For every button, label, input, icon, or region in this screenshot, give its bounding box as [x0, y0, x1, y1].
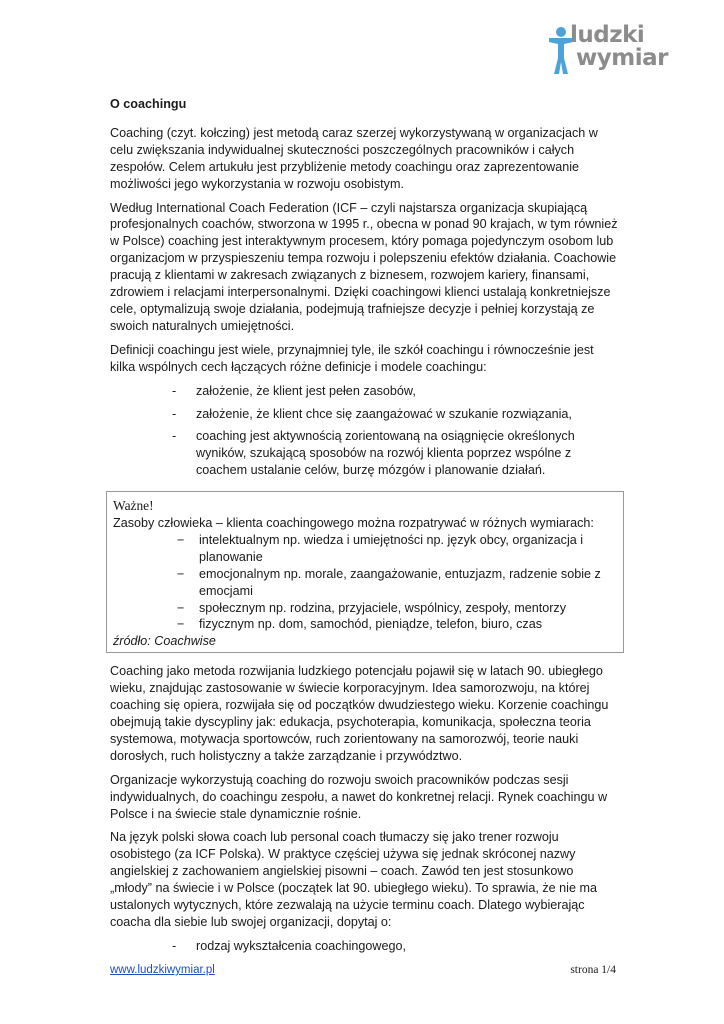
- paragraph: Definicji coachingu jest wiele, przynajmniej tyle, ile szkół coachingu i równocześnie jest kilka wspólnych cech łączących różne definicje i modele coachingu:: [110, 342, 594, 374]
- coaching-features-list: [110, 383, 618, 480]
- list-item: − emocjonalnym np. morale, zaangażowanie, entuzjazm, radzenie sobie z emocjami: [177, 566, 601, 598]
- paragraph: Coaching jako metoda rozwijania ludzkiego potencjału pojawił się w latach 90. ubiegłego wieku, znajdując zastosowanie w świecie korporacyjnym. Idea samorozwoju, na której coaching się opiera, rozwijała się od początków dwudziestego wieku. Korzenie coachingu obejmują takie dyscypliny jak: edukacja, psychoterapia, komunikacja, społeczna teoria systemowa, motywacja sportowców, ruch zorientowany na samorozwój, teorie nauki dorosłych, ruch holistyczny a także zarządzanie i przywództwo.: [110, 664, 609, 763]
- paragraph: Coaching (czyt. kołczing) jest metodą caraz szerzej wykorzystywaną w organizacjach w celu zwiększania indywidualnej skuteczności poszczególnych pracowników i całych zespołów. Celem artukułu jest przybliżenie metody coachingu oraz zaprezentowanie możliwości jego wykorzystania w rozwoju osobistym.: [110, 125, 598, 191]
- box-source: źródło: Coachwise: [113, 634, 216, 649]
- box-title: Ważne!: [113, 498, 154, 514]
- footer-website-link[interactable]: www.ludzkiwymiar.pl: [110, 964, 215, 976]
- paragraph: Organizacje wykorzystują coaching do rozwoju swoich pracowników podczas sesji indywidualnych, do coachingu zespołu, a nawet do konkretnej relacji. Rynek coachingu w Polsce i na świecie stale dynamicznie rośnie.: [110, 772, 608, 821]
- list-item: − społecznym np. rodzina, przyjaciele, wspólnicy, zespoły, mentorzy: [177, 600, 567, 615]
- page-title: O coachingu: [110, 97, 187, 111]
- dimensions-list: [113, 532, 615, 633]
- list-item: - założenie, że klient jest pełen zasobów,: [172, 383, 416, 398]
- list-item: − fizycznym np. dom, samochód, pieniądze, telefon, biuro, czas: [177, 617, 543, 632]
- list-item: - rodzaj wykształcenia coachingowego,: [172, 938, 407, 953]
- list-item: - założenie, że klient chce się zaangażować w szukanie rozwiązania,: [172, 406, 572, 421]
- list-item: - coaching jest aktywnością zorientowaną na osiągnięcie określonych wyników, szukającą sposobów na rozwój klienta poprzez wspólne z coachem ustalanie celów, burzę mózgów i planowanie działań.: [172, 429, 575, 478]
- paragraph: Według International Coach Federation (ICF – czyli najstarsza organizacja skupiającą profesjonalnych coachów, stworzona w 1995 r., obecna w ponad 90 krajach, w tym również w Polsce) coaching jest interaktywnym procesem, który pomaga pojedynczym osobom lub organizacjom w przyspieszeniu tempa rozwoju i polepszeniu efektów działania. Coachowie pracują z klientami w zakresach związanych z biznesem, rozwojem kariery, finansami, zdrowiem i relacjami interpersonalnymi. Dzięki coachingowi klienci ustalają konkretniejsze cele, optymalizują swoje działania, podejmują trafniejsze decyzje i pełniej korzystają ze swoich naturalnych umiejętności.: [110, 200, 618, 333]
- paragraph: Na język polski słowa coach lub personal coach tłumaczy się jako trener rozwoju osobistego (za ICF Polska). W praktyce częściej używa się jednak skróconej nazwy angielskiej z zachowaniem angielskiej pisowni – coach. Zawód ten jest stosunkowo „młody” na świecie i w Polsce (początek lat 90. ubiegłego wieku). To sprawia, że nie ma ustalonych wytycznych, które zezwalają na użycie terminu coach. Dlatego wybierając coacha dla siebie lub swojej organizacji, dopytaj o:: [110, 830, 597, 929]
- list-item: − intelektualnym np. wiedza i umiejętności np. język obcy, organizacja i planowanie: [177, 532, 584, 564]
- document-body: [110, 96, 618, 962]
- questions-list: [110, 938, 618, 955]
- logo: [548, 22, 668, 80]
- logo-line-2: wymiar: [576, 45, 668, 71]
- important-box: [106, 491, 624, 653]
- page-number: strona 1/4: [570, 964, 616, 976]
- logo-text: [570, 24, 668, 70]
- box-intro: Zasoby człowieka – klienta coachingowego można rozpatrywać w różnych wymiarach:: [113, 516, 594, 531]
- logo-line-1: ludzki: [570, 22, 645, 48]
